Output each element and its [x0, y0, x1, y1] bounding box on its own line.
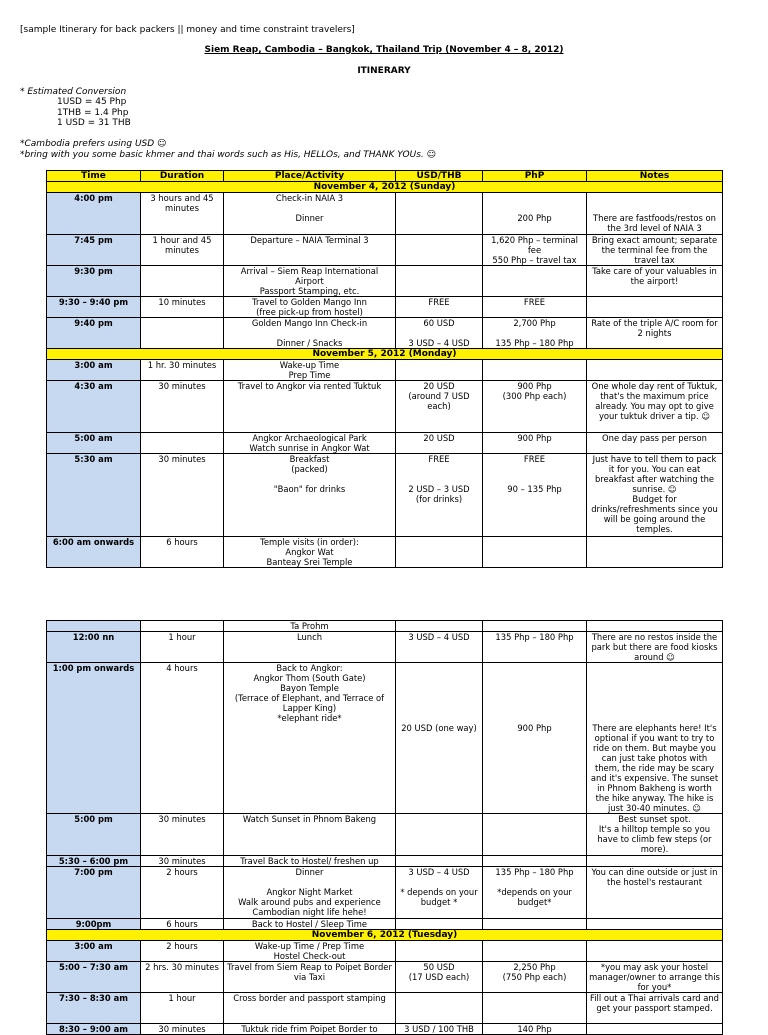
php-cell [483, 814, 587, 856]
php-cell: 900 Php [483, 433, 587, 454]
table-header-row [47, 171, 723, 182]
itinerary-table-page-1 [46, 170, 723, 568]
place-cell: Angkor Archaeological Park Watch sunrise in Angkor Wat [224, 433, 396, 454]
place-cell: Cross border and passport stamping [224, 993, 396, 1024]
php-cell [483, 919, 587, 930]
date-cell: November 4, 2012 (Sunday) [47, 182, 723, 193]
notes-cell: There are no restos inside the park but there are food kiosks around ☺ [587, 632, 723, 663]
usd-thb-cell [396, 856, 483, 867]
usd-thb-cell: 20 USD (around 7 USD each) [396, 381, 483, 433]
duration-cell: 1 hour and 45 minutes [141, 235, 224, 266]
usd-thb-cell: 3 USD / 100 THB [396, 1024, 483, 1035]
notes-cell: Fill out a Thai arrivals card and get your passport stamped. [587, 993, 723, 1024]
notes-cell: There are elephants here! It's optional if you want to try to ride on them. But maybe you can just take photos with them, the ride may be scary and it's expensive. The sunset in Phnom Bakheng is worth the hike anyway. The hike is just 30-40 minutes. ☺ [587, 663, 723, 814]
notes-cell [587, 941, 723, 962]
notes-cell [587, 537, 723, 568]
place-cell: Back to Angkor: Angkor Thom (South Gate) Bayon Temple (Terrace of Elephant, and Terrace of Lapper King) *elephant ride* [224, 663, 396, 814]
notes-cell [587, 621, 723, 632]
time-cell: 7:30 – 8:30 am [47, 993, 141, 1024]
table-row [47, 962, 723, 993]
place-cell: Ta Prohm [224, 621, 396, 632]
time-cell: 12:00 nn [47, 632, 141, 663]
duration-cell: 30 minutes [141, 814, 224, 856]
time-cell: 7:45 pm [47, 235, 141, 266]
usd-thb-cell [396, 621, 483, 632]
time-cell: 5:00 pm [47, 814, 141, 856]
table-row [47, 381, 723, 433]
php-cell [483, 537, 587, 568]
column-header-usd-thb: USD/THB [396, 171, 483, 182]
document-title: Siem Reap, Cambodia – Bangkok, Thailand Trip (November 4 – 8, 2012) [204, 45, 564, 55]
notes-cell: You can dine outside or just in the hostel's restaurant [587, 867, 723, 919]
duration-cell [141, 621, 224, 632]
usd-thb-cell [396, 266, 483, 297]
php-cell: 900 Php [483, 663, 587, 814]
time-cell: 9:30 pm [47, 266, 141, 297]
php-cell: 900 Php (300 Php each) [483, 381, 587, 433]
table-row [47, 663, 723, 814]
place-cell: Travel Back to Hostel/ freshen up [224, 856, 396, 867]
notes-cell [587, 1024, 723, 1035]
usd-thb-cell [396, 360, 483, 381]
php-cell: 200 Php [483, 193, 587, 235]
table-row [47, 1024, 723, 1035]
table-row [47, 360, 723, 381]
php-cell: 135 Php – 180 Php [483, 632, 587, 663]
duration-cell [141, 266, 224, 297]
php-cell: 2,700 Php 135 Php – 180 Php [483, 318, 587, 349]
duration-cell: 2 hrs. 30 minutes [141, 962, 224, 993]
place-cell: Tuktuk ride frim Poipet Border to [224, 1024, 396, 1035]
usd-thb-cell: 50 USD (17 USD each) [396, 962, 483, 993]
notes-cell: There are fastfoods/restos on the 3rd level of NAIA 3 [587, 193, 723, 235]
usd-thb-cell [396, 235, 483, 266]
duration-cell: 30 minutes [141, 454, 224, 537]
conversion-thb-php: 1THB = 1.4 Php [57, 108, 129, 118]
place-cell: Temple visits (in order): Angkor Wat Banteay Srei Temple [224, 537, 396, 568]
table-row [47, 621, 723, 632]
duration-cell: 30 minutes [141, 1024, 224, 1035]
notes-cell: One day pass per person [587, 433, 723, 454]
column-header-duration: Duration [141, 171, 224, 182]
date-row [47, 182, 723, 193]
place-cell: Watch Sunset in Phnom Bakeng [224, 814, 396, 856]
table-row [47, 318, 723, 349]
duration-cell: 1 hour [141, 993, 224, 1024]
date-cell: November 5, 2012 (Monday) [47, 349, 723, 360]
php-cell [483, 360, 587, 381]
usd-thb-cell: FREE [396, 297, 483, 318]
notes-cell: Bring exact amount; separate the terminal fee from the travel tax [587, 235, 723, 266]
time-cell: 8:30 – 9:00 am [47, 1024, 141, 1035]
duration-cell: 10 minutes [141, 297, 224, 318]
place-cell: Arrival – Siem Reap International Airport Passport Stamping, etc. [224, 266, 396, 297]
duration-cell [141, 433, 224, 454]
duration-cell: 1 hour [141, 632, 224, 663]
php-cell: 2,250 Php (750 Php each) [483, 962, 587, 993]
place-cell: Golden Mango Inn Check-in Dinner / Snacks [224, 318, 396, 349]
notes-cell: *you may ask your hostel manager/owner to arrange this for you* [587, 962, 723, 993]
php-cell: FREE 90 – 135 Php [483, 454, 587, 537]
usd-thb-cell: 20 USD (one way) [396, 663, 483, 814]
usd-thb-cell [396, 941, 483, 962]
conversion-usd-php: 1USD = 45 Php [57, 97, 127, 107]
table-row [47, 266, 723, 297]
notes-cell: One whole day rent of Tuktuk, that's the maximum price already. You may opt to give your tuktuk driver a tip. ☺ [587, 381, 723, 433]
date-row [47, 930, 723, 941]
usd-thb-cell [396, 537, 483, 568]
usd-thb-cell: 60 USD 3 USD – 4 USD [396, 318, 483, 349]
column-header-notes: Notes [587, 171, 723, 182]
place-cell: Check-in NAIA 3 Dinner [224, 193, 396, 235]
usd-thb-cell [396, 814, 483, 856]
time-cell: 3:00 am [47, 360, 141, 381]
place-cell: Departure – NAIA Terminal 3 [224, 235, 396, 266]
table-row [47, 433, 723, 454]
usd-thb-cell [396, 993, 483, 1024]
date-row [47, 349, 723, 360]
notes-cell: Just have to tell them to pack it for you. You can eat breakfast after watching the sunrise. ☺ Budget for drinks/refreshments since you will be going around the temples. [587, 454, 723, 537]
column-header-place: Place/Activity [224, 171, 396, 182]
place-cell: Dinner Angkor Night Market Walk around pubs and experience Cambodian night life hehe! [224, 867, 396, 919]
time-cell: 1:00 pm onwards [47, 663, 141, 814]
usd-thb-cell [396, 919, 483, 930]
usd-thb-cell: 3 USD – 4 USD [396, 632, 483, 663]
duration-cell: 6 hours [141, 537, 224, 568]
php-cell [483, 856, 587, 867]
conversion-usd-thb: 1 USD = 31 THB [57, 118, 131, 128]
usd-thb-cell: FREE 2 USD – 3 USD (for drinks) [396, 454, 483, 537]
time-cell [47, 621, 141, 632]
itinerary-table-page-2 [46, 620, 723, 1035]
php-cell: 1,620 Php – terminal fee 550 Php – travel tax [483, 235, 587, 266]
php-cell: FREE [483, 297, 587, 318]
notes-cell: Rate of the triple A/C room for 2 nights [587, 318, 723, 349]
document-subtitle: ITINERARY [357, 66, 411, 76]
time-cell: 3:00 am [47, 941, 141, 962]
column-header-time: Time [47, 171, 141, 182]
column-header-php: PhP [483, 171, 587, 182]
time-cell: 6:00 am onwards [47, 537, 141, 568]
time-cell: 9:00pm [47, 919, 141, 930]
notes-cell [587, 856, 723, 867]
time-cell: 9:30 – 9:40 pm [47, 297, 141, 318]
place-cell: Breakfast (packed) "Baon" for drinks [224, 454, 396, 537]
duration-cell: 30 minutes [141, 381, 224, 433]
table-row [47, 993, 723, 1024]
time-cell: 5:00 – 7:30 am [47, 962, 141, 993]
time-cell: 7:00 pm [47, 867, 141, 919]
notes-cell [587, 919, 723, 930]
time-cell: 4:00 pm [47, 193, 141, 235]
table-row [47, 193, 723, 235]
table-row [47, 856, 723, 867]
duration-cell: 1 hr. 30 minutes [141, 360, 224, 381]
table-row [47, 814, 723, 856]
table-row [47, 867, 723, 919]
php-cell [483, 941, 587, 962]
table-row [47, 919, 723, 930]
place-cell: Travel to Golden Mango Inn (free pick-up from hostel) [224, 297, 396, 318]
table-row [47, 297, 723, 318]
place-cell: Travel to Angkor via rented Tuktuk [224, 381, 396, 433]
table-row [47, 235, 723, 266]
duration-cell: 4 hours [141, 663, 224, 814]
php-cell [483, 266, 587, 297]
tip-usd: *Cambodia prefers using USD ☺ [20, 139, 167, 149]
duration-cell: 3 hours and 45 minutes [141, 193, 224, 235]
usd-thb-cell [396, 193, 483, 235]
notes-cell [587, 360, 723, 381]
tip-words: *bring with you some basic khmer and thai words such as His, HELLOs, and THANK YOUs. ☺ [20, 150, 437, 160]
place-cell: Wake-up Time / Prep Time Hostel Check-out [224, 941, 396, 962]
place-cell: Lunch [224, 632, 396, 663]
place-cell: Wake-up Time Prep Time [224, 360, 396, 381]
duration-cell: 2 hours [141, 867, 224, 919]
place-cell: Back to Hostel / Sleep Time [224, 919, 396, 930]
time-cell: 9:40 pm [47, 318, 141, 349]
duration-cell: 30 minutes [141, 856, 224, 867]
duration-cell: 6 hours [141, 919, 224, 930]
notes-cell [587, 297, 723, 318]
time-cell: 5:30 – 6:00 pm [47, 856, 141, 867]
time-cell: 5:30 am [47, 454, 141, 537]
php-cell: 140 Php [483, 1024, 587, 1035]
table-row [47, 454, 723, 537]
duration-cell [141, 318, 224, 349]
usd-thb-cell: 3 USD – 4 USD * depends on your budget * [396, 867, 483, 919]
table-row [47, 537, 723, 568]
sample-note: [sample Itinerary for back packers || money and time constraint travelers] [20, 25, 355, 35]
conversion-title: * Estimated Conversion [20, 87, 127, 97]
php-cell: 135 Php – 180 Php *depends on your budget* [483, 867, 587, 919]
usd-thb-cell: 20 USD [396, 433, 483, 454]
duration-cell: 2 hours [141, 941, 224, 962]
table-row [47, 632, 723, 663]
php-cell [483, 993, 587, 1024]
notes-cell: Take care of your valuables in the airport! [587, 266, 723, 297]
time-cell: 5:00 am [47, 433, 141, 454]
date-cell: November 6, 2012 (Tuesday) [47, 930, 723, 941]
time-cell: 4:30 am [47, 381, 141, 433]
notes-cell: Best sunset spot. It's a hilltop temple so you have to climb few steps (or more). [587, 814, 723, 856]
php-cell [483, 621, 587, 632]
table-row [47, 941, 723, 962]
place-cell: Travel from Siem Reap to Poipet Border via Taxi [224, 962, 396, 993]
